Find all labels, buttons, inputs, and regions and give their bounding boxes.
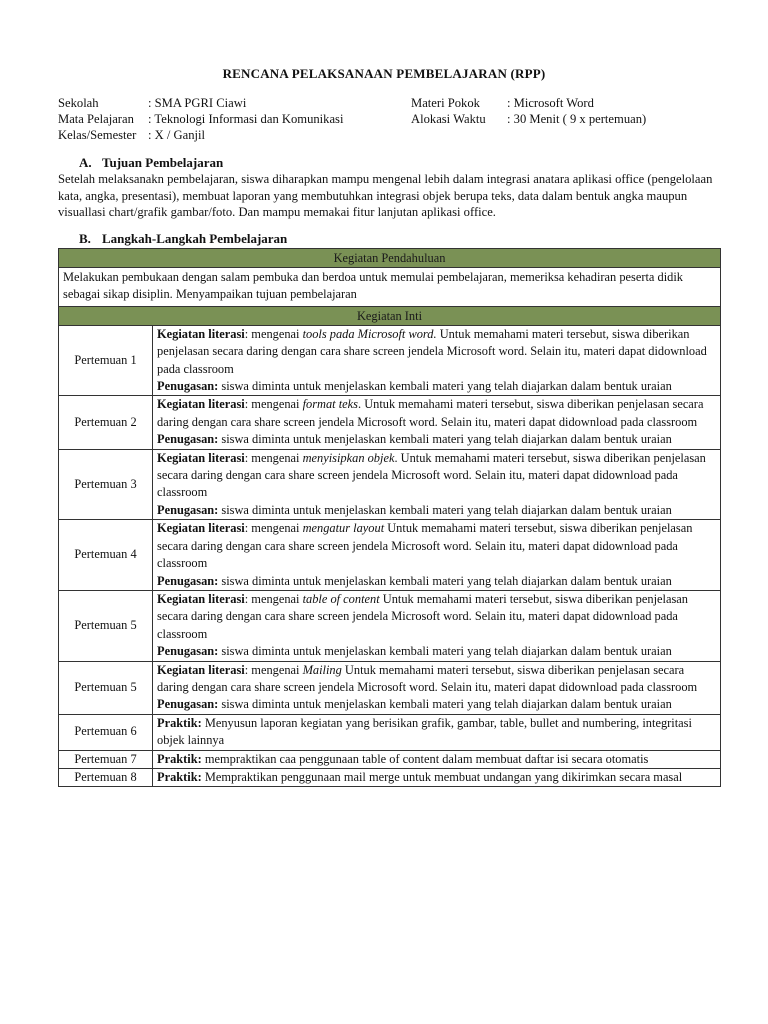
penugasan-label: Penugasan:	[157, 379, 219, 394]
info-label: Alokasi Waktu	[411, 112, 486, 126]
praktik-label: Praktik:	[157, 769, 202, 784]
pertemuan-content	[153, 714, 721, 750]
literasi-text: Untuk memahami materi tersebut, siswa diberikan penjelasan secara daring dengan cara share screen jendela Microsoft word. Selain itu, materi dapat didownload pada classroom	[157, 591, 688, 641]
pertemuan-label: Pertemuan 2	[59, 396, 153, 449]
literasi-label: Kegiatan literasi	[157, 521, 245, 536]
literasi-topic: Mailing	[302, 662, 342, 677]
pertemuan-label: Pertemuan 7	[59, 750, 153, 768]
penugasan-text: siswa diminta untuk menjelaskan kembali materi yang telah diajarkan dalam bentuk uraian	[218, 573, 672, 588]
section-title: Tujuan Pembelajaran	[102, 155, 224, 170]
info-label: Sekolah	[58, 96, 99, 110]
praktik-text: Menyusun laporan kegiatan yang berisikan grafik, gambar, table, bullet and numbering, integritasi objek lainnya	[157, 715, 692, 748]
pertemuan-label: Pertemuan 5	[59, 590, 153, 661]
info-value: : Microsoft Word	[507, 96, 594, 110]
penugasan-text: siswa diminta untuk menjelaskan kembali materi yang telah diajarkan dalam bentuk uraian	[218, 379, 672, 394]
info-row-sekolah	[58, 95, 343, 111]
table-row	[59, 768, 721, 786]
literasi-pre: : mengenai	[244, 397, 303, 412]
table-row	[59, 750, 721, 768]
literasi-topic: table of content	[302, 591, 380, 606]
penugasan-label: Penugasan:	[157, 697, 219, 712]
pertemuan-content	[153, 661, 721, 714]
literasi-topic: tools pada Microsoft word.	[302, 326, 437, 341]
info-value: : 30 Menit ( 9 x pertemuan)	[507, 112, 647, 126]
penugasan-text: siswa diminta untuk menjelaskan kembali materi yang telah diajarkan dalam bentuk uraian	[218, 502, 672, 517]
literasi-topic: format teks	[302, 397, 358, 412]
pertemuan-content	[153, 396, 721, 449]
section-number: A.	[79, 155, 92, 170]
tujuan-paragraph: Setelah melaksanakn pembelajaran, siswa diharapkan mampu mengenal lebih dalam integrasi anatara aplikasi office (pengelolaan kata, angka, presentasi), membuat laporan yang membutuhkan integrasi objek berupa teks, data dalam bentuk angka maupun visuallasi chart/grafik gambar/foto. Dan mampu memakai fitur lanjutan aplikasi office.	[58, 172, 713, 219]
info-row-materi-pokok	[411, 95, 646, 111]
section-number: B.	[79, 231, 91, 246]
penugasan-text: siswa diminta untuk menjelaskan kembali materi yang telah diajarkan dalam bentuk uraian	[218, 432, 672, 447]
literasi-pre: : mengenai	[244, 662, 303, 677]
literasi-text: Untuk memahami materi tersebut, siswa diberikan penjelasan secara daring dengan cara share screen jendela Microsoft word. Selain itu, materi dapat didownload pada classroom	[157, 326, 707, 376]
document-title: RENCANA PELAKSANAAN PEMBELAJARAN (RPP)	[222, 66, 546, 81]
info-value: : X / Ganjil	[148, 128, 206, 142]
pertemuan-label: Pertemuan 5	[59, 661, 153, 714]
section-a-heading	[79, 155, 223, 171]
table-row	[59, 306, 721, 325]
penugasan-label: Penugasan:	[157, 644, 219, 659]
praktik-label: Praktik:	[157, 715, 202, 730]
pertemuan-label: Pertemuan 3	[59, 449, 153, 520]
info-row-alokasi-waktu	[411, 111, 646, 127]
pertemuan-label: Pertemuan 4	[59, 520, 153, 591]
literasi-pre: : mengenai	[244, 591, 303, 606]
penugasan-label: Penugasan:	[157, 502, 219, 517]
literasi-label: Kegiatan literasi	[157, 662, 245, 677]
literasi-topic: mengatur layout	[302, 521, 385, 536]
literasi-label: Kegiatan literasi	[157, 326, 245, 341]
table-row	[59, 268, 721, 307]
info-row-kelas-semester	[58, 127, 343, 143]
penugasan-text: siswa diminta untuk menjelaskan kembali materi yang telah diajarkan dalam bentuk uraian	[218, 697, 672, 712]
info-value: : Teknologi Informasi dan Komunikasi	[148, 112, 344, 126]
literasi-pre: : mengenai	[244, 450, 303, 465]
info-value: : SMA PGRI Ciawi	[148, 96, 247, 110]
praktik-label: Praktik:	[157, 751, 202, 766]
praktik-text: Mempraktikan penggunaan mail merge untuk membuat undangan yang dikirimkan secara masal	[201, 769, 683, 784]
pertemuan-content	[153, 520, 721, 591]
table-row	[59, 590, 721, 661]
literasi-label: Kegiatan literasi	[157, 397, 245, 412]
literasi-pre: : mengenai	[244, 326, 303, 341]
table-row	[59, 714, 721, 750]
pertemuan-label: Pertemuan 6	[59, 714, 153, 750]
info-right	[411, 95, 646, 127]
langkah-table	[58, 248, 721, 787]
info-left	[58, 95, 343, 143]
penugasan-text: siswa diminta untuk menjelaskan kembali materi yang telah diajarkan dalam bentuk uraian	[218, 644, 672, 659]
info-label: Kelas/Semester	[58, 128, 137, 142]
pertemuan-content	[153, 325, 721, 396]
info-row-mata-pelajaran	[58, 111, 343, 127]
pertemuan-label: Pertemuan 1	[59, 325, 153, 396]
table-row	[59, 449, 721, 520]
section-title: Langkah-Langkah Pembelajaran	[102, 231, 288, 246]
pertemuan-content	[153, 449, 721, 520]
pertemuan-content	[153, 768, 721, 786]
table-row	[59, 396, 721, 449]
penugasan-label: Penugasan:	[157, 573, 219, 588]
pendahuluan-text: Melakukan pembukaan dengan salam pembuka dan berdoa untuk memulai pembelajaran, memeriksa kehadiran peserta didik sebagai sikap disiplin. Menyampaikan tujuan pembelajaran	[59, 268, 721, 307]
penugasan-label: Penugasan:	[157, 432, 219, 447]
kegiatan-inti-header: Kegiatan Inti	[59, 306, 721, 325]
table-row	[59, 520, 721, 591]
literasi-pre: : mengenai	[244, 521, 303, 536]
pertemuan-label: Pertemuan 8	[59, 768, 153, 786]
literasi-text: Untuk memahami materi tersebut, siswa diberikan penjelasan secara daring dengan cara share screen jendela Microsoft word. Selain itu, materi dapat didownload pada classroom	[157, 662, 698, 694]
literasi-text: . Untuk memahami materi tersebut, siswa diberikan penjelasan secara daring dengan cara share screen jendela Microsoft word. Selain itu, materi dapat didownload pada classroom	[157, 397, 704, 429]
info-label: Materi Pokok	[411, 96, 480, 110]
literasi-label: Kegiatan literasi	[157, 450, 245, 465]
literasi-label: Kegiatan literasi	[157, 591, 245, 606]
section-b-heading	[79, 231, 287, 247]
praktik-text: mempraktikan caa penggunaan table of content dalam membuat daftar isi secara otomatis	[201, 751, 649, 766]
table-row	[59, 249, 721, 268]
table-row	[59, 661, 721, 714]
info-label: Mata Pelajaran	[58, 112, 134, 126]
literasi-topic: menyisipkan objek	[302, 450, 395, 465]
pertemuan-content	[153, 750, 721, 768]
literasi-text: . Untuk memahami materi tersebut, siswa diberikan penjelasan secara daring dengan cara share screen jendela Microsoft word. Selain itu, materi dapat didownload pada classroom	[157, 450, 706, 500]
kegiatan-pendahuluan-header: Kegiatan Pendahuluan	[59, 249, 721, 268]
pertemuan-content	[153, 590, 721, 661]
table-row	[59, 325, 721, 396]
literasi-text: Untuk memahami materi tersebut, siswa diberikan penjelasan secara daring dengan cara share screen jendela Microsoft word. Selain itu, materi dapat didownload pada classroom	[157, 521, 693, 571]
